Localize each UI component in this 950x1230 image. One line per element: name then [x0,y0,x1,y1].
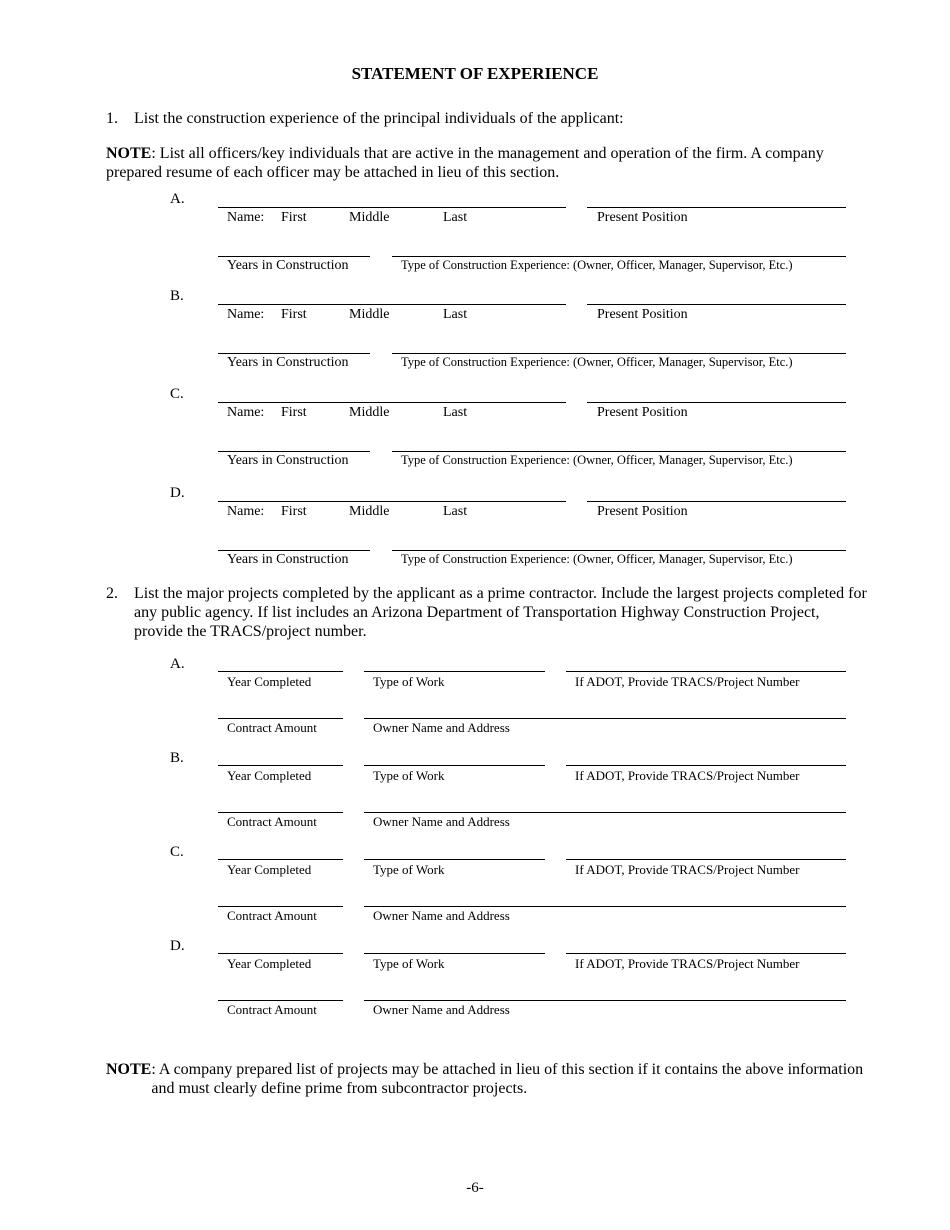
first-name-label: First [281,405,307,420]
first-name-label: First [281,504,307,519]
adot-number-label: If ADOT, Provide TRACS/Project Number [575,674,800,689]
footer-note-body: : A company prepared list of projects may be attached in lieu of this section if it contains the above information and must clearly define prime from subcontractor projects. [151,1061,864,1097]
footer-note-line [106,1060,151,1079]
project-letter: D. [170,938,185,954]
contract-amount-label: Contract Amount [227,908,317,923]
present-position-label: Present Position [597,504,688,519]
adot-number-label: If ADOT, Provide TRACS/Project Number [575,862,800,877]
entry-letter: C. [170,386,184,402]
adot-number-label: If ADOT, Provide TRACS/Project Number [575,768,800,783]
section-2-text: List the major projects completed by the applicant as a prime contractor. Include the largest projects completed for any public agency. If list includes an Arizona Department of Transportation Highway Construction Project, provide the TRACS/project number. [134,585,867,640]
owner-label: Owner Name and Address [373,720,510,735]
owner-field-line[interactable] [364,812,846,813]
years-field-line[interactable] [218,256,370,257]
year-completed-label: Year Completed [227,674,312,689]
owner-field-line[interactable] [364,1000,846,1001]
owner-label: Owner Name and Address [373,1002,510,1017]
year-completed-label: Year Completed [227,956,312,971]
year-completed-field-line[interactable] [218,859,343,860]
years-label: Years in Construction [227,552,349,567]
owner-label: Owner Name and Address [373,814,510,829]
entry-letter: B. [170,288,184,304]
adot-number-field-line[interactable] [566,671,846,672]
years-label: Years in Construction [227,453,349,468]
first-name-label: First [281,210,307,225]
name-field-line[interactable] [218,207,566,208]
years-field-line[interactable] [218,550,370,551]
contract-amount-label: Contract Amount [227,814,317,829]
owner-field-line[interactable] [364,718,846,719]
name-label: Name: [227,307,265,322]
adot-number-field-line[interactable] [566,765,846,766]
year-completed-field-line[interactable] [218,765,343,766]
present-position-label: Present Position [597,307,688,322]
first-name-label: First [281,307,307,322]
footer-note-label: NOTE [106,1061,152,1078]
owner-label: Owner Name and Address [373,908,510,923]
project-letter: A. [170,656,185,672]
last-name-label: Last [443,405,468,420]
type-of-work-field-line[interactable] [364,765,545,766]
project-letter: B. [170,750,184,766]
owner-field-line[interactable] [364,906,846,907]
type-of-work-label: Type of Work [373,674,445,689]
middle-name-label: Middle [349,307,390,322]
present-position-field-line[interactable] [587,304,846,305]
contract-amount-field-line[interactable] [218,906,343,907]
experience-type-field-line[interactable] [392,550,846,551]
contract-amount-field-line[interactable] [218,812,343,813]
note-text: : List all officers/key individuals that are active in the management and operation of the firm. A company prepared resume of each officer may be attached in lieu of this section. [106,145,824,181]
section-1-note [106,144,846,182]
name-field-line[interactable] [218,402,566,403]
present-position-field-line[interactable] [587,402,846,403]
present-position-field-line[interactable] [587,501,846,502]
page-title: STATEMENT OF EXPERIENCE [351,64,599,83]
experience-type-label: Type of Construction Experience: (Owner, Officer, Manager, Supervisor, Etc.) [401,552,793,566]
page-number: -6- [466,1180,484,1196]
entry-letter: A. [170,191,185,207]
last-name-label: Last [443,307,468,322]
contract-amount-label: Contract Amount [227,720,317,735]
type-of-work-label: Type of Work [373,862,445,877]
name-field-line[interactable] [218,501,566,502]
years-field-line[interactable] [218,451,370,452]
adot-number-field-line[interactable] [566,953,846,954]
footer-note-text [151,1060,868,1098]
section-2-number: 2. [106,585,118,602]
project-letter: C. [170,844,184,860]
present-position-field-line[interactable] [587,207,846,208]
adot-number-field-line[interactable] [566,859,846,860]
name-label: Name: [227,504,265,519]
last-name-label: Last [443,504,468,519]
type-of-work-label: Type of Work [373,956,445,971]
name-field-line[interactable] [218,304,566,305]
years-field-line[interactable] [218,353,370,354]
contract-amount-label: Contract Amount [227,1002,317,1017]
experience-type-field-line[interactable] [392,451,846,452]
type-of-work-field-line[interactable] [364,671,545,672]
middle-name-label: Middle [349,405,390,420]
contract-amount-field-line[interactable] [218,718,343,719]
year-completed-field-line[interactable] [218,671,343,672]
experience-type-label: Type of Construction Experience: (Owner, Officer, Manager, Supervisor, Etc.) [401,355,793,369]
year-completed-label: Year Completed [227,862,312,877]
type-of-work-field-line[interactable] [364,859,545,860]
year-completed-label: Year Completed [227,768,312,783]
present-position-label: Present Position [597,405,688,420]
present-position-label: Present Position [597,210,688,225]
name-label: Name: [227,210,265,225]
type-of-work-field-line[interactable] [364,953,545,954]
years-label: Years in Construction [227,355,349,370]
year-completed-field-line[interactable] [218,953,343,954]
section-1-text: List the construction experience of the principal individuals of the applicant: [134,110,624,127]
years-label: Years in Construction [227,258,349,273]
last-name-label: Last [443,210,468,225]
name-label: Name: [227,405,265,420]
type-of-work-label: Type of Work [373,768,445,783]
adot-number-label: If ADOT, Provide TRACS/Project Number [575,956,800,971]
experience-type-field-line[interactable] [392,353,846,354]
experience-type-label: Type of Construction Experience: (Owner, Officer, Manager, Supervisor, Etc.) [401,258,793,272]
section-1-number: 1. [106,110,118,127]
entry-letter: D. [170,485,185,501]
experience-type-label: Type of Construction Experience: (Owner, Officer, Manager, Supervisor, Etc.) [401,453,793,467]
contract-amount-field-line[interactable] [218,1000,343,1001]
middle-name-label: Middle [349,504,390,519]
note-label: NOTE [106,145,152,162]
experience-type-field-line[interactable] [392,256,846,257]
middle-name-label: Middle [349,210,390,225]
